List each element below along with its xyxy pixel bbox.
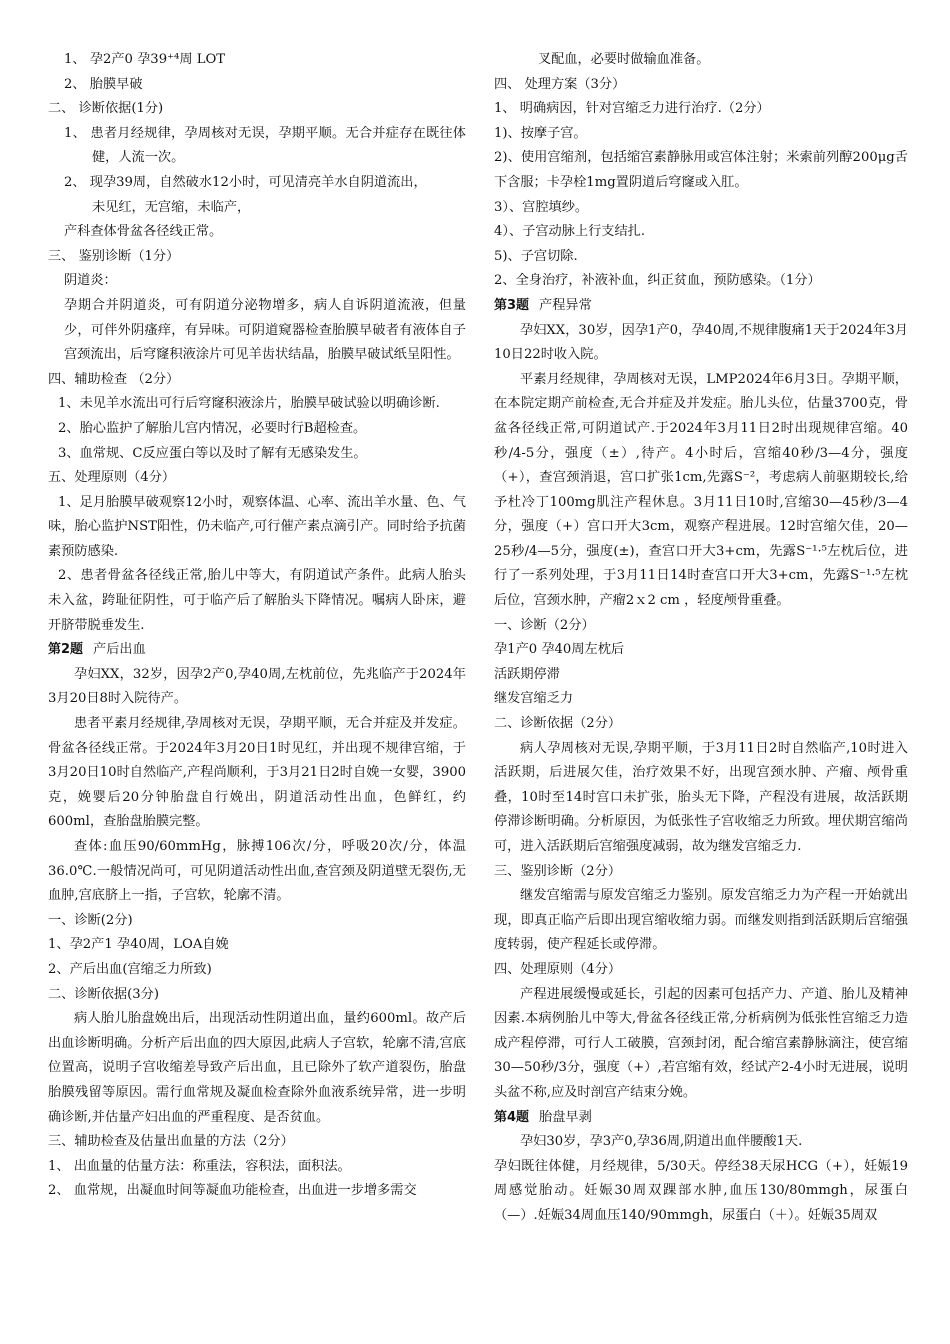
paragraph: 1、 出血量的估量方法：称重法，容积法，面积法。 <box>48 1158 351 1174</box>
list-item: 2、 现孕39周，自然破水12小时，可见清亮羊水自阴道流出， <box>64 174 427 190</box>
case-number: 第2题 <box>48 642 84 658</box>
diagnosis-line-2: 2、 胎膜早破 <box>64 76 143 92</box>
paragraph: 孕妇30岁，孕3产0,孕36周,阴道出血伴腰酸1天. <box>520 1134 803 1150</box>
left-column <box>48 48 466 1204</box>
paragraph: 1、足月胎膜早破观察12小时，观察体温、心率、流出羊水量、色、气味，胎心监护NST阳性，仍未临产,可行催产素点滴引产。同时给予抗菌素预防感染. <box>48 494 466 559</box>
section-heading: 四、处理原则（4分） <box>494 961 622 977</box>
paragraph: 继发宫缩乏力 <box>494 691 574 707</box>
paragraph: 孕期合并阴道炎，可有阴道分泌物增多，病人自诉阴道流液，但量少，可伴外阴瘙痒，有异味。可阴道窥器检查胎膜早破者有液体自子宫颈流出，后穹窿积液涂片可见羊齿状结晶，胎膜早破试纸呈阳性。 <box>64 297 466 363</box>
section-heading: 五、处理原则（4分） <box>48 470 176 486</box>
section-heading: 一、诊断(2分) <box>48 912 133 928</box>
paragraph: 1、未见羊水流出可行后穹窿积液涂片，胎膜早破试验以明确诊断. <box>58 396 440 412</box>
paragraph: 2、 血常规，出凝血时间等凝血功能检查，出血进一步增多需交 <box>48 1183 417 1199</box>
paragraph: 孕妇XX，32岁，因孕2产0,孕40周,左枕前位，先兆临产于2024年3月20日8时入院待产。 <box>48 666 466 707</box>
case-title <box>494 1106 908 1131</box>
paragraph: 1)、按摩子宫。 <box>494 125 587 141</box>
paragraph: 阴道炎： <box>64 273 117 289</box>
paragraph: 叉配血，必要时做输血准备。 <box>538 52 710 67</box>
paragraph: 查体:血压90/60mmHg，脉搏106次/分，呼吸20次/分，体温36.0℃.一般情况尚可，可见阴道活动性出血,查宫颈及阴道壁无裂伤,无血肿,宫底脐上一指，子宫软，轮廓不清。 <box>48 839 466 904</box>
paragraph: 2、患者骨盆各径线正常,胎儿中等大，有阴道试产条件。此病人胎头未入盆，跨耻征阴性，可于临产后了解胎头下降情况。嘱病人卧床，避开脐带脱垂发生. <box>48 568 466 633</box>
paragraph: 产科查体骨盆各径线正常。 <box>64 224 223 240</box>
paragraph: 产程进展缓慢或延长，引起的因素可包括产力、产道、胎儿及精神因素.本病例胎儿中等大,骨盆各径线正常,分析病例为低张性宫缩乏力造成产程停滞，可行人工破膜，宫颈封闭，配合缩宫素静脉滴注，使宫缩30—50秒/3分，强度（+）,若宫缩有效，经试产2-4小时无进展，说明头盆不称,应及时剖宫产结束分娩。 <box>494 986 908 1100</box>
section-heading: 四、辅助检查 （2分） <box>48 371 180 387</box>
diagnosis-line-1: 1、 孕2产0 孕39⁺⁴周 LOT <box>64 52 226 67</box>
section-heading: 二、诊断依据(3分) <box>48 986 159 1002</box>
paragraph: 2、全身治疗，补液补血，纠正贫血，预防感染。（1分） <box>494 273 821 289</box>
paragraph: 1、 明确病因，针对宫缩乏力进行治疗.（2分） <box>494 101 770 117</box>
case-topic: 产后出血 <box>93 642 146 658</box>
section-heading: 三、辅助检查及估量出血量的方法（2分） <box>48 1134 294 1150</box>
section-heading: 二、诊断依据（2分） <box>494 716 622 732</box>
paragraph: 2、胎心监护了解胎儿宫内情况，必要时行B超检查。 <box>58 420 367 436</box>
section-heading: 一、诊断（2分） <box>494 617 595 633</box>
paragraph: 孕妇既往体健，月经规律，5/30天。停经38天尿HCG（+），妊娠19周感觉胎动。妊娠30周双踝部水肿,血压130/80mmgh，尿蛋白（—）.妊娠34周血压140/90mmgh，尿蛋白（＋）。妊娠35周双 <box>494 1158 908 1223</box>
paragraph: 平素月经规律，孕周核对无误，LMP2024年6月3日。孕期平顺，在本院定期产前检查,无合并症及并发症。胎儿头位，估量3700克，骨盆各径线正常,可阴道试产.于2024年3月11日2时出现规律宫缩。40秒/4-5分，强度（±）,待产。4小时后，宫缩40秒/3—4分，强度（+），查宫颈消退，宫口扩张1cm,先露S⁻²，考虑病人前驱期较长,给予杜冷丁100mg肌注产程休息。3月11日10时,宫缩30—45秒/3—4分，强度（+）宫口开大3cm，观察产程进展。12时宫缩欠佳，20—25秒/4—5分，强度(±)，查宫口开大3+cm，先露S⁻¹·⁵左枕后位，进行了一系列处理，于3月11日14时查宫口开大3+cm，先露S⁻¹·⁵左枕后位，宫颈水肿，产瘤2ｘ2 cm ，轻度颅骨重叠。 <box>494 371 908 609</box>
section-heading: 三、 鉴别诊断（1分） <box>48 248 180 264</box>
paragraph: 活跃期停滞 <box>494 666 560 682</box>
paragraph: 继发宫缩需与原发宫缩乏力鉴别。原发宫缩乏力为产程一开始就出现，即真正临产后即出现宫缩收缩力弱。而继发则指到活跃期后宫缩强度转弱，使产程延长或停滞。 <box>494 888 908 953</box>
paragraph: 1、孕2产1 孕40周，LOA自娩 <box>48 937 229 953</box>
case-number: 第3题 <box>494 297 530 313</box>
right-column <box>494 48 908 1229</box>
section-heading: 四、 处理方案（3分） <box>494 76 626 92</box>
case-title <box>494 294 908 319</box>
paragraph: 2)、使用宫缩剂，包括缩宫素静脉用或宫体注射；米索前列醇200μg舌下含服；卡孕栓1mg置阴道后穹窿或入肛。 <box>494 150 908 190</box>
section-heading: 三、鉴别诊断（2分） <box>494 863 622 879</box>
section-heading: 二、 诊断依据(1分) <box>48 101 164 117</box>
paragraph: 4）、子宫动脉上行支结扎. <box>494 224 646 240</box>
paragraph: 病人胎儿胎盘娩出后，出现活动性阴道出血，量约600ml。故产后出血诊断明确。分析产后出血的四大原因,此病人子宫软，轮廓不清,宫底位置高，说明子宫收缩差导致产后出血，且已除外了软产道裂伤，胎盘胎膜残留等原因。需行血常规及凝血检查除外血液系统异常，进一步明确诊断,并估量产妇出血的严重程度、是否贫血。 <box>48 1011 466 1125</box>
paragraph: 2、产后出血(宫缩乏力所致) <box>48 961 212 977</box>
case-topic: 胎盘早剥 <box>539 1109 592 1125</box>
paragraph: 病人孕周核对无误,孕期平顺，于3月11日2时自然临产,10时进入活跃期，后进展欠佳，治疗效果不好，出现宫颈水肿、产瘤、颅骨重叠，10时至14时宫口未扩张，胎头无下降，产程没有进展，故活跃期停滞诊断明确。分析原因，为低张性子宫收缩乏力所致。埋伏期宫缩尚可，进入活跃期后宫缩强度减弱，故为继发宫缩乏力. <box>494 740 908 854</box>
case-topic: 产程异常 <box>539 297 592 313</box>
paragraph: 3、血常规、C反应蛋白等以及时了解有无感染发生。 <box>58 445 367 461</box>
paragraph: 未见红，无宫缩，未临产， <box>92 199 251 215</box>
paragraph: 孕1产0 孕40周左枕后 <box>494 642 625 658</box>
paragraph: 5)、子宫切除. <box>494 248 578 264</box>
paragraph: 孕妇XX，30岁，因孕1产0，孕40周,不规律腹痛1天于2024年3月10日22时收入院。 <box>494 322 908 363</box>
paragraph: 3）、宫腔填纱。 <box>494 199 589 215</box>
paragraph: 患者平素月经规律,孕周核对无误，孕期平顺，无合并症及并发症。骨盆各径线正常。于2024年3月20日1时见红，并出现不规律宫缩，于3月20日10时自然临产,产程尚顺利，于3月21日2时自娩一女婴，3900克，娩婴后20分钟胎盘自行娩出，阴道活动性出血，色鲜红，约600ml，查胎盘胎膜完整。 <box>48 716 466 830</box>
list-item: 1、 患者月经规律，孕周核对无误，孕期平顺。无合并症存在既往体健，人流一次。 <box>64 125 466 166</box>
case-number: 第4题 <box>494 1109 530 1125</box>
case-title <box>48 638 466 663</box>
